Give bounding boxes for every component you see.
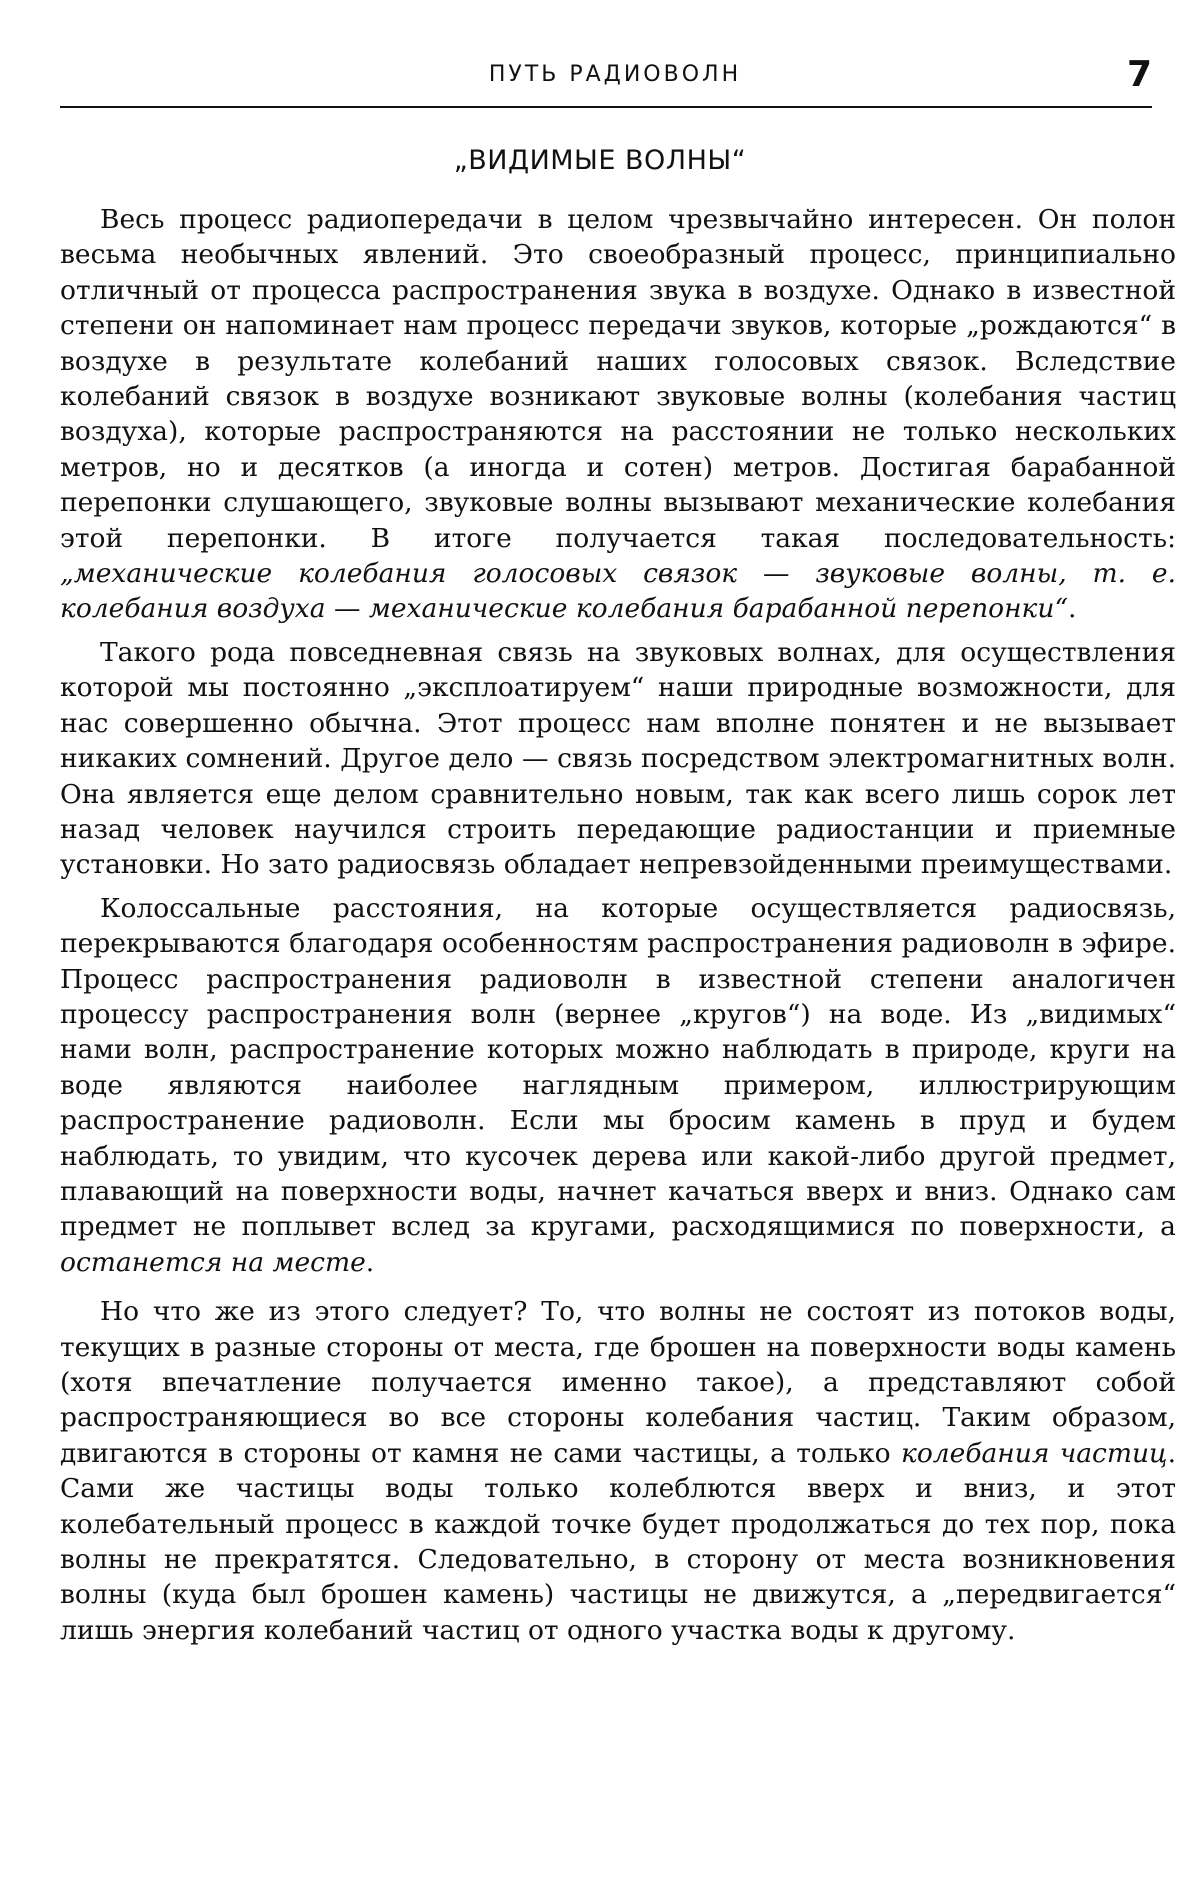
paragraph-1 (60, 202, 1176, 627)
paragraph-text: Такого рода повседневная связь на звуковых волнах, для осуществления которой мы постоянно „эксплоатируем“ наши природные возможности, для нас совершенно обычна. Этот процесс нам вполне понятен и не вызывает никаких сомнений. Другое дело — связь посредством электромагнитных волн. Она является еще делом сравнительно новым, так как всего лишь сорок лет назад человек научился строить передающие радиостанции и приемные установки. Но зато радиосвязь обладает непревзойденными преимуществами. (60, 637, 1176, 880)
emphasized-text: колебания частиц (901, 1438, 1168, 1469)
header-rule (60, 106, 1152, 108)
paragraph-4 (60, 1294, 1176, 1648)
page-number: 7 (1127, 54, 1152, 95)
emphasized-text: „механические колебания голосовых связок — звуковые волны, т. е. колебания воздуха — механические колебания барабанной перепонки“ (60, 558, 1176, 624)
emphasized-text: останется на месте (60, 1247, 366, 1278)
paragraph-end: . (366, 1247, 374, 1278)
body-text (60, 202, 1176, 1656)
paragraph-3 (60, 891, 1176, 1280)
section-title: „ВИДИМЫЕ ВОЛНЫ“ (60, 145, 1140, 176)
paragraph-2 (60, 635, 1176, 883)
paragraph-text: Колоссальные расстояния, на которые осуществляется радиосвязь, перекрываются благодаря особенностям распространения радиоволн в эфире. Процесс распространения радиоволн в известной степени аналогичен процессу распространения волн (вернее „кругов“) на воде. Из „видимых“ нами волн, распространение которых можно наблюдать в природе, круги на воде являются наиболее наглядным примером, иллюстрирующим распространение радиоволн. Если мы бросим камень в пруд и будем наблюдать, то увидим, что кусочек дерева или какой-либо другой предмет, плавающий на поверхности воды, начнет качаться вверх и вниз. Однако сам предмет не поплывет вслед за кругами, расходящимися по поверхности, а (60, 893, 1176, 1243)
running-header (60, 56, 1170, 100)
book-page (0, 0, 1200, 1880)
paragraph-text-continued: . Сами же частицы воды только колеблются вверх и вниз, и этот колебательный процесс в каждой точке будет продолжаться до тех пор, пока волны не прекратятся. Следовательно, в сторону от места возникновения волны (куда был брошен камень) частицы не движутся, а „передвигается“ лишь энергия колебаний частиц от одного участка воды к другому. (60, 1438, 1176, 1646)
paragraph-text: Весь процесс радиопередачи в целом чрезвычайно интересен. Он полон весьма необычных явлений. Это своеобразный процесс, принципиально отличный от процесса распространения звука в воздухе. Однако в известной степени он напоминает нам процесс передачи звуков, которые „рождаются“ в воздухе в результате колебаний наших голосовых связок. Вследствие колебаний связок в воздухе возникают звуковые волны (колебания частиц воздуха), которые распространяются на расстоянии не только нескольких метров, но и десятков (а иногда и сотен) метров. Достигая барабанной перепонки слушающего, звуковые волны вызывают механические колебания этой перепонки. В итоге получается такая последовательность: (60, 204, 1176, 554)
paragraph-text: Но что же из этого следует? То, что волны не состоят из потоков воды, текущих в разные стороны от места, где брошен на поверхности воды камень (хотя впечатление получается именно такое), а представляют собой распространяющиеся во все стороны колебания частиц. Таким образом, двигаются в стороны от камня не сами частицы, а только (60, 1296, 1176, 1469)
paragraph-end: . (1068, 593, 1076, 624)
running-title: ПУТЬ РАДИОВОЛН (60, 62, 1170, 87)
